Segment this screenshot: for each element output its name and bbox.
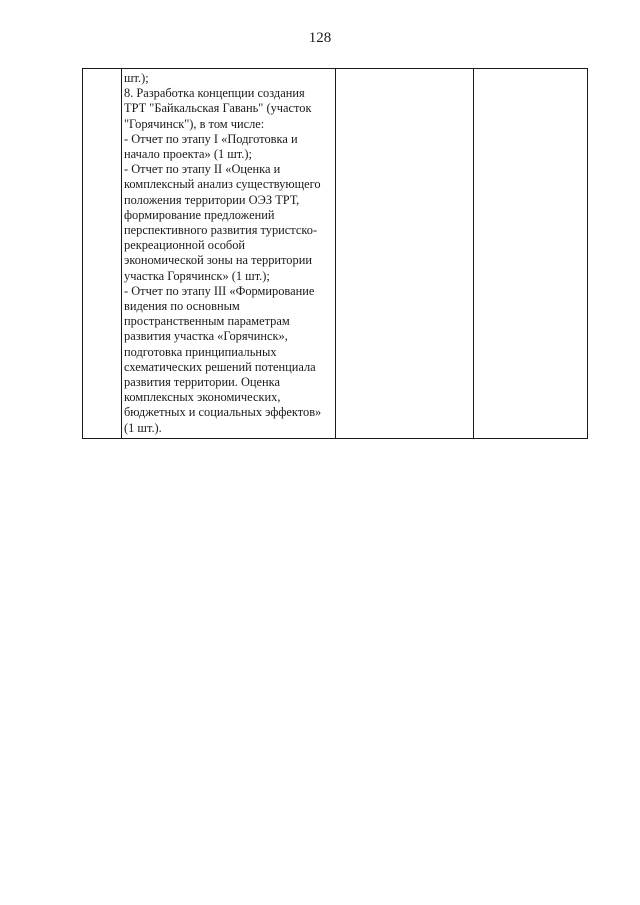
description-line: комплексных экономических, [124,390,281,405]
description-line: перспективного развития туристско- [124,223,318,238]
description-text [122,69,335,438]
row-number-cell [83,69,122,439]
page-number: 128 [308,30,332,46]
empty-cell-b [474,69,588,439]
description-line: подготовка принципиальных [124,344,277,359]
description-line: шт.); [124,71,149,85]
description-line: - Отчет по этапу III «Формирование [124,283,315,298]
description-cell [122,69,336,439]
description-line: (1 шт.). [124,420,162,435]
description-line: ТРТ "Байкальская Гавань" (участок [124,101,312,116]
description-line: комплексный анализ существующего [124,177,321,192]
description-line: - Отчет по этапу I «Подготовка и [124,131,298,146]
description-line: бюджетных и социальных эффектов» [124,405,322,420]
description-line: "Горячинск"), в том числе: [124,116,265,131]
description-line: рекреационной особой [124,238,246,253]
description-line: начало проекта» (1 шт.); [124,147,252,162]
description-line: формирование предложений [124,207,275,222]
table-row [83,69,588,439]
empty-cell-a [336,69,474,439]
description-line: - Отчет по этапу II «Оценка и [124,162,281,177]
description-line: пространственным параметрам [124,314,290,329]
description-line: видения по основным [124,299,240,314]
description-line: экономической зоны на территории [124,253,312,268]
description-line: участка Горячинск» (1 шт.); [124,268,270,283]
description-line: положения территории ОЭЗ ТРТ, [124,192,300,207]
description-line: 8. Разработка концепции создания [124,86,305,101]
description-line: развития территории. Оценка [124,375,280,390]
description-line: развития участка «Горячинск», [124,329,288,344]
description-line: схематических решений потенциала [124,359,316,374]
document-table [82,68,588,439]
